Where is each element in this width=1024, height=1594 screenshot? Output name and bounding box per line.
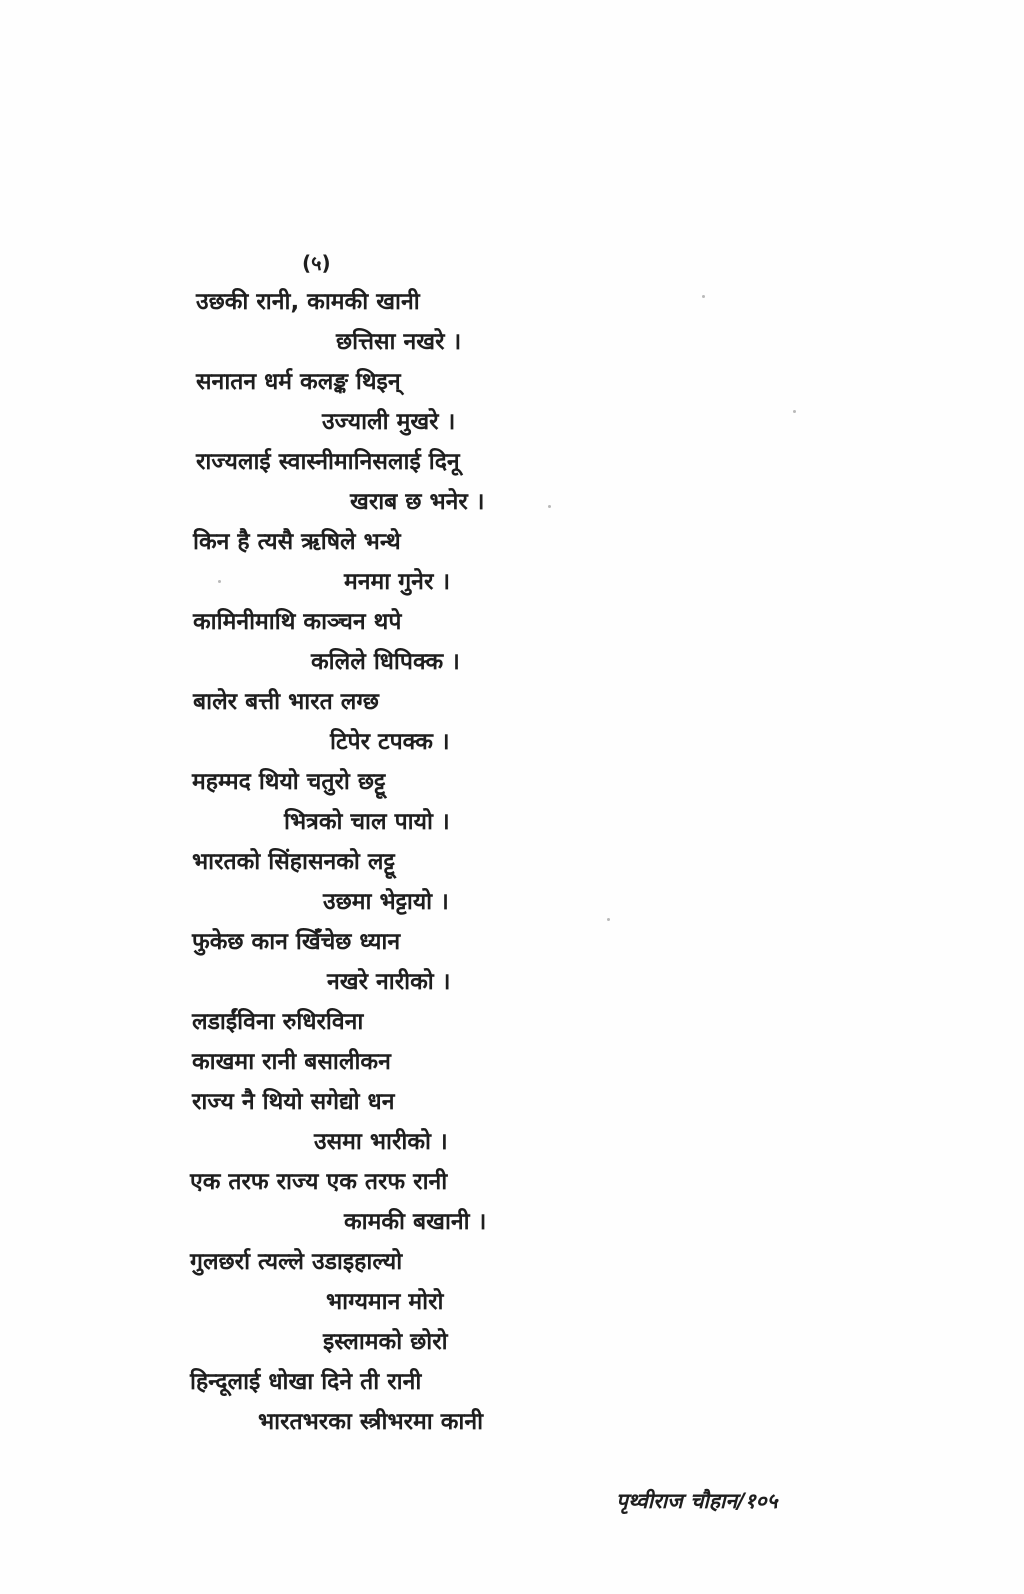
poem-line: फुकेछ कान खिँचेछ ध्यान xyxy=(192,929,401,955)
poem-line: उछकी रानी, कामकी खानी xyxy=(196,289,420,315)
poem-line: भित्रको चाल पायो । xyxy=(284,809,450,835)
poem-line: टिपेर टपक्क । xyxy=(330,729,450,755)
poem-line: राज्यलाई स्वास्नीमानिसलाई दिनू xyxy=(196,449,460,475)
page-footer: पृथ्वीराज चौहान/१०५ xyxy=(616,1489,778,1513)
poem-line: किन है त्यसै ऋषिले भन्थे xyxy=(193,529,401,555)
poem-line: उसमा भारीको । xyxy=(314,1129,448,1155)
poem-line: कलिले धिपिक्क । xyxy=(311,649,460,675)
poem-body xyxy=(0,282,1024,1442)
poem-line: भारतभरका स्त्रीभरमा कानी xyxy=(258,1409,484,1435)
poem-line: उज्याली मुखरे । xyxy=(322,409,456,435)
poem-line: एक तरफ राज्य एक तरफ रानी xyxy=(190,1169,448,1195)
poem-line: कामकी बखानी । xyxy=(344,1209,487,1235)
poem-line: राज्य नै थियो सगेद्यो धन xyxy=(192,1089,395,1115)
poem-line: काखमा रानी बसालीकन xyxy=(192,1049,391,1075)
poem-line: इस्लामको छोरो xyxy=(323,1329,448,1355)
scan-speck xyxy=(702,295,705,298)
poem-line: उछमा भेट्टायो । xyxy=(323,889,449,915)
poem-line: भाग्यमान मोरो xyxy=(326,1289,444,1315)
scan-speck xyxy=(218,580,221,583)
poem-line: हिन्दूलाई धोखा दिने ती रानी xyxy=(190,1369,422,1395)
poem-line: भारतको सिंहासनको लट्टू xyxy=(192,849,395,875)
poem-line: नखरे नारीको । xyxy=(327,969,451,995)
poem-line: गुलछर्रा त्यल्ले उडाइहाल्यो xyxy=(190,1249,403,1275)
scan-speck xyxy=(548,505,551,508)
poem-line: कामिनीमाथि काञ्चन थपे xyxy=(193,609,402,635)
poem-line: लडाईंविना रुधिरविना xyxy=(192,1009,364,1035)
poem-line: बालेर बत्ती भारत लग्छ xyxy=(193,689,379,715)
poem-line: सनातन धर्म कलङ्क थिइन् xyxy=(196,369,401,395)
verse-number: (५) xyxy=(302,251,331,275)
poem-line: मनमा गुनेर । xyxy=(344,569,451,595)
poem-line: महम्मद थियो चतुरो छट्टू xyxy=(192,769,386,795)
scan-speck xyxy=(793,410,796,413)
scan-speck xyxy=(607,918,610,921)
poem-line: छत्तिसा नखरे । xyxy=(336,329,462,355)
poem-line: खराब छ भनेर । xyxy=(350,489,485,515)
